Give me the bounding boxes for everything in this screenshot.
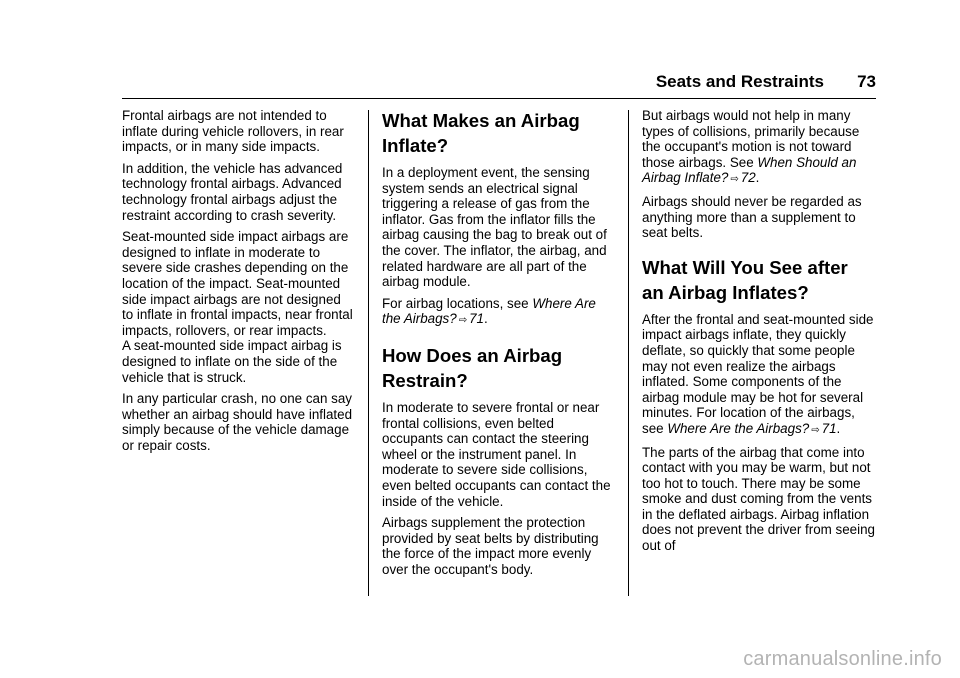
heading-line: How Does an Airbag bbox=[382, 344, 563, 366]
column-2 bbox=[382, 108, 614, 583]
paragraph-text: For airbag locations, see bbox=[382, 295, 533, 311]
paragraph: Airbags should never be regarded as anything more than a supplement to seat belts. bbox=[642, 193, 862, 241]
paragraph-end: . bbox=[484, 311, 488, 327]
page-ref-arrow-icon: ⇨ bbox=[730, 174, 739, 186]
page-header bbox=[122, 72, 876, 96]
cross-reference-page: 72 bbox=[740, 170, 756, 186]
paragraph-line: Seat-mounted side impact airbags are designed to inflate in moderate to severe side crashes depending on the location of the impact. Seat-mounted side impact airbags are not designed to inflate in frontal impacts, near frontal impacts, rollovers, or rear impacts. bbox=[122, 229, 353, 338]
paragraph-text: After the frontal and seat-mounted side impact airbags inflate, they quickly deflate, so quickly that some people may not even realize the airbags inflated. Some components of the airbag module may be hot for several minutes. For location of the airbags, see bbox=[642, 311, 874, 436]
cross-reference-page: 71 bbox=[821, 420, 837, 436]
section-heading-what-will-you-see bbox=[642, 255, 878, 305]
paragraph: In a deployment event, the sensing system sends an electrical signal triggering a release of gas from the inflator. Gas from the inflator fills the airbag causing the bag to break out of the cover. The inflator, the airbag, and related hardware are all part of the airbag module. bbox=[382, 165, 607, 290]
paragraph: Frontal airbags are not intended to inflate during vehicle rollovers, in rear impacts, or in many side impacts. bbox=[122, 108, 344, 155]
paragraph bbox=[642, 312, 878, 439]
heading-line: an Airbag Inflates? bbox=[642, 281, 809, 303]
heading-line: What Makes an Airbag bbox=[382, 110, 580, 131]
paragraph: In addition, the vehicle has advanced technology frontal airbags. Advanced technology frontal airbags adjust the restraint according to crash severity. bbox=[122, 160, 343, 223]
column-divider-left bbox=[368, 110, 369, 596]
paragraph: In any particular crash, no one can say whether an airbag should have inflated simply because of the vehicle damage or repair costs. bbox=[122, 391, 353, 453]
cross-reference-title: When Should an Airbag Inflate? bbox=[642, 154, 857, 186]
heading-line: Inflate? bbox=[382, 135, 449, 156]
heading-line: What Will You See after bbox=[642, 256, 848, 278]
page-ref-arrow-icon: ⇨ bbox=[811, 424, 820, 436]
cross-reference-link[interactable] bbox=[667, 421, 836, 436]
paragraph-text: But airbags would not help in many types of collisions, primarily because the occupant's motion is not toward those airbags. See bbox=[642, 108, 860, 170]
paragraph-end: . bbox=[836, 420, 841, 436]
header-rule bbox=[122, 98, 876, 99]
paragraph bbox=[122, 229, 354, 385]
paragraph-end: . bbox=[755, 170, 760, 186]
column-divider-right bbox=[628, 110, 629, 596]
paragraph: In moderate to severe frontal or near frontal collisions, even belted occupants can contact the steering wheel or the instrument panel. In moderate to severe side collisions, even belted occupants can contact the inside of the vehicle. bbox=[382, 399, 611, 509]
section-heading-what-makes-airbag-inflate bbox=[382, 108, 614, 158]
column-1 bbox=[122, 108, 354, 459]
column-3 bbox=[642, 108, 878, 560]
paragraph-line: A seat-mounted side impact airbag is designed to inflate on the side of the vehicle that is struck. bbox=[122, 338, 342, 385]
watermark: carmanualsonline.info bbox=[743, 648, 942, 670]
section-heading-how-does-airbag-restrain bbox=[382, 343, 614, 393]
page-number: 73 bbox=[857, 72, 876, 91]
cross-reference-title: Where Are the Airbags? bbox=[667, 420, 810, 436]
paragraph: The parts of the airbag that come into contact with you may be warm, but not too hot to touch. There may be some smoke and dust coming from the vents in the deflated airbags. Airbag inflation does not prevent the driver from seeing out of bbox=[642, 444, 875, 554]
cross-reference-page: 71 bbox=[469, 311, 484, 327]
page-ref-arrow-icon: ⇨ bbox=[458, 315, 468, 327]
cross-reference-title: Where Are the Airbags? bbox=[382, 295, 596, 327]
paragraph bbox=[382, 296, 614, 329]
paragraph bbox=[642, 108, 878, 188]
header-title: Seats and Restraints bbox=[655, 72, 824, 91]
paragraph: Airbags supplement the protection provided by seat belts by distributing the force of the impact more evenly over the occupant's body. bbox=[382, 515, 599, 577]
heading-line: Restrain? bbox=[382, 369, 468, 391]
